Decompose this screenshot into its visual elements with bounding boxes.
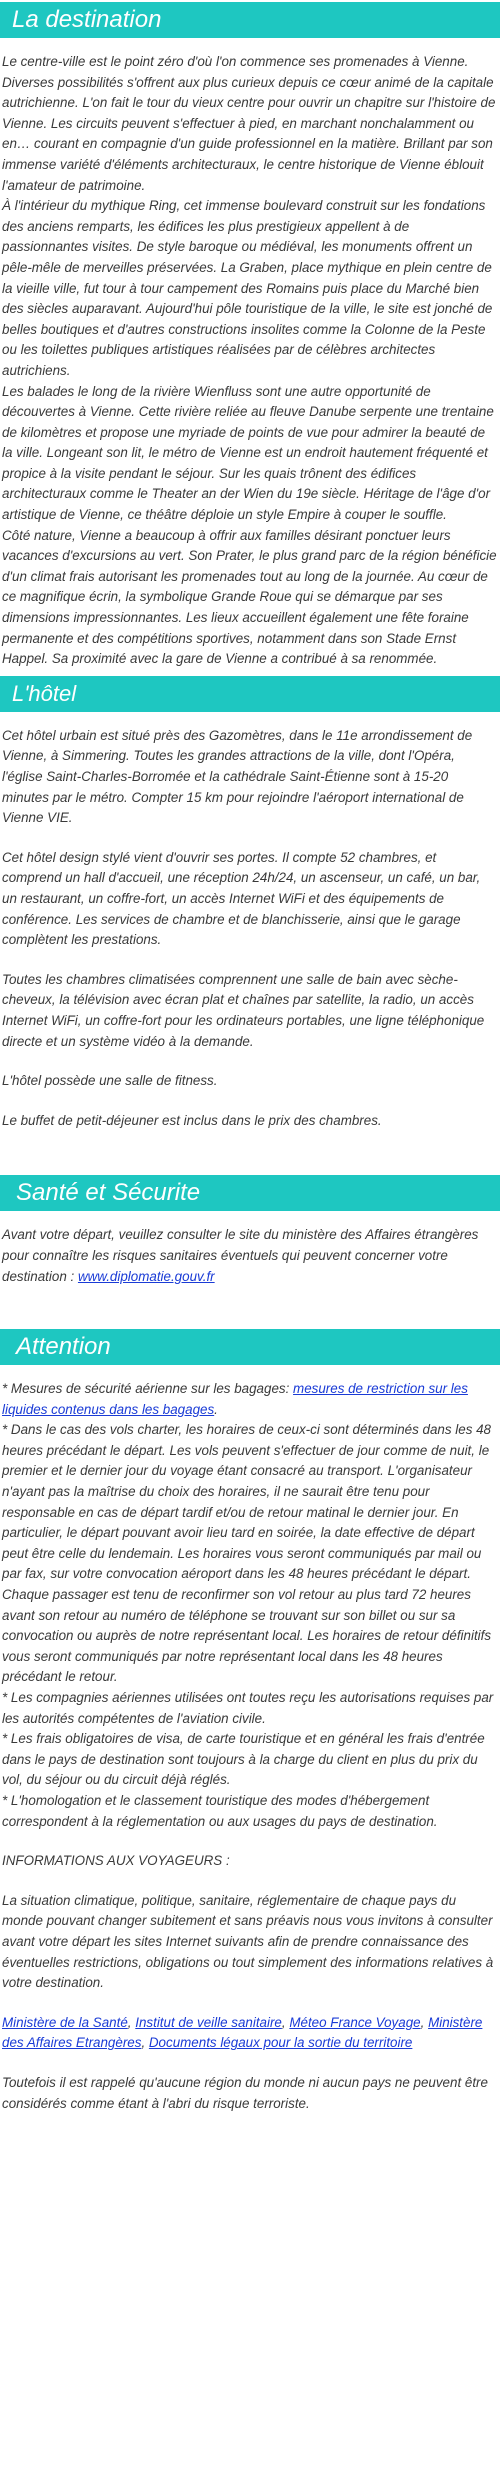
sante-text: Avant votre départ, veuillez consulter le site du ministère des Affaires étrangères pour connaître les risques sanitaires éventuels qui peuvent concerner votre destination : [2, 1227, 479, 1284]
destination-paragraph: Côté nature, Vienne a beaucoup à offrir aux familles désirant ponctuer leurs vacances d'excursions au vert. Son Prater, le plus grand parc de la région bénéficie d'un climat frais autorisant les promenades tout au long de la journée. Au cœur de ce magnifique écrin, la symbolique Grande Roue qui se démarque par ses dimensions impressionnantes. Les lieux accueillent également une fête foraine permanente et des compétitions sportives, notamment dans son Stade Ernst Happel. Sa proximité avec la gare de Vienne a contribué à sa renommée. [2, 527, 497, 667]
link-ministere-sante[interactable]: Ministère de la Santé [2, 2014, 128, 2030]
attention-item: * Les frais obligatoires de visa, de carte touristique et en général les frais d'entrée dans le pays de destination sont toujours à la charge du client en plus du prix du vol, du séjour ou du circuit déjà réglés. [2, 1731, 485, 1788]
info-links [0, 2013, 500, 2054]
hotel-text [0, 726, 500, 1132]
destination-paragraph: Les balades le long de la rivière Wienfluss sont une autre opportunité de découvertes à Vienne. Cette rivière reliée au fleuve Danube serpente une trentaine de kilomètres et propose une myriade de points de vue pour admirer la beauté de la ville. Longeant son lit, le métro de Vienne est un endroit hautement fréquenté et propice à la visite pendant le séjour. Sur les quais trônent des édifices architecturaux comme le Theater an der Wien du 19e siècle. Héritage de l'âge d'or artistique de Vienne, ce théâtre déploie un style Empire à couper le souffle. [2, 383, 494, 523]
destination-paragraph: À l'intérieur du mythique Ring, cet immense boulevard construit sur les fondations des anciens remparts, les édifices les plus prestigieux appellent à de passionnantes visites. De style baroque ou médiéval, les monuments offrent un pêle-mêle de merveilles préservées. La Graben, place mythique en plein centre de la vieille ville, fut tour à tour campement des Romains puis place du Marché bien des siècles auparavant. Aujourd'hui pôle touristique de la ville, le site est jonché de belles boutiques et d'autres constructions insolites comme la Colonne de la Peste ou les toilettes publiques artistiques réalisées par de célèbres architectes autrichiens. [2, 198, 493, 378]
hotel-paragraph: L'hôtel possède une salle de fitness. [2, 1073, 218, 1089]
sante-paragraph [0, 1225, 500, 1287]
link-veille-sanitaire[interactable]: Institut de veille sanitaire [135, 2014, 282, 2030]
link-separator: , [127, 2014, 136, 2030]
info-voyageurs-paragraph: La situation climatique, politique, sanitaire, réglementaire de chaque pays du monde pouvant changer subitement et sans préavis nous vous invitons à consulter avant votre départ les sites Internet suivants afin de prendre connaissance des éventuelles restrictions, obligations ou tout simplement des informations relatives à votre destination. [2, 1892, 494, 1991]
attention-item: * Les compagnies aériennes utilisées ont toutes reçu les autorisations requises par les autorités compétentes de l'aviation civile. [2, 1690, 494, 1726]
attention-item-text: * Mesures de sécurité aérienne sur les bagages: [2, 1381, 294, 1397]
diplomatie-link[interactable]: www.diplomatie.gouv.fr [77, 1268, 215, 1284]
attention-item: * Dans le cas des vols charter, les horaires de ceux-ci sont déterminés dans les 48 heures précédant le départ. Les vols peuvent s'effectuer de jour comme de nuit, le premier et le dernier jour du voyage étant consacré au transport. L'organisateur n'ayant pas la maîtrise du choix des horaires, il ne saurait être tenu pour responsable en cas de départ tardif et/ou de retour matinal le dernier jour. En particulier, le départ pouvant avoir lieu tard en soirée, la date effective de départ peut être celle du lendemain. Les horaires vous seront communiqués par mail ou par fax, sur votre convocation aéroport dans les 48 heures précédant le départ. Chaque passager est tenu de reconfirmer son vol retour au plus tard 72 heures avant son retour au numéro de téléphone se trouvant sur son billet ou sur sa convocation ou auprès de notre représentant local. Les horaires de retour définitifs vous seront communiqués par notre représentant local dans les 48 heures précédant le retour. [2, 1422, 492, 1685]
link-separator: , [141, 2035, 149, 2051]
attention-item-text: . [214, 1401, 218, 1417]
liquids-restriction-link[interactable]: mesures de restriction sur les liquides contenus dans les bagages [2, 1381, 468, 1417]
terrorism-notice: Toutefois il est rappelé qu'aucune région du monde ni aucun pays ne peuvent être considérés comme étant à l'abri du risque terroriste. [2, 2074, 488, 2111]
section-title-sante: Santé et Sécurite [0, 1175, 500, 1211]
link-meteo-france[interactable]: Méteo France Voyage [289, 2014, 421, 2030]
hotel-paragraph: Cet hôtel design stylé vient d'ouvrir ses portes. Il compte 52 chambres, et comprend un hall d'accueil, une réception 24h/24, un ascenseur, un café, un bar, un restaurant, un coffre-fort, un accès Internet WiFi et des équipements de conférence. Les services de chambre et de blanchisserie, ainsi que le garage complètent les prestations. [2, 849, 481, 948]
attention-text [0, 1379, 500, 2114]
info-voyageurs-heading: INFORMATIONS AUX VOYAGEURS : [2, 1853, 230, 1869]
attention-item [0, 1379, 500, 1420]
link-affaires-etrangeres[interactable]: Ministère des Affaires Etrangères [2, 2014, 483, 2051]
destination-text [0, 52, 500, 670]
link-separator: , [420, 2014, 429, 2030]
link-separator: , [281, 2014, 290, 2030]
link-documents-legaux[interactable]: Documents légaux pour la sortie du territoire [148, 2035, 413, 2051]
section-title-hotel: L'hôtel [0, 676, 500, 712]
section-title-attention: Attention [0, 1329, 500, 1365]
attention-item: * L'homologation et le classement touristique des modes d'hébergement correspondent à la réglementation ou aux usages du pays de destination. [2, 1792, 438, 1829]
hotel-paragraph: Toutes les chambres climatisées comprennent une salle de bain avec sèche-cheveux, la télévision avec écran plat et chaînes par satellite, la radio, un accès Internet WiFi, un coffre-fort pour les ordinateurs portables, une ligne téléphonique directe et un système vidéo à la demande. [2, 971, 485, 1049]
section-title-destination: La destination [0, 2, 500, 38]
hotel-paragraph: Le buffet de petit-déjeuner est inclus dans le prix des chambres. [2, 1112, 382, 1128]
hotel-paragraph: Cet hôtel urbain est situé près des Gazomètres, dans le 11e arrondissement de Vienne, à Simmering. Toutes les grandes attractions de la ville, dont l'Opéra, l'église Saint-Charles-Borromée et la cathédrale Saint-Étienne sont à 15-20 minutes par le métro. Compter 15 km pour rejoindre l'aéroport international de Vienne VIE. [2, 727, 473, 826]
destination-paragraph: Le centre-ville est le point zéro d'où l'on commence ses promenades à Vienne. Diverses possibilités s'offrent aux plus curieux depuis ce cœur animé de la capitale autrichienne. L'on fait le tour du vieux centre pour ouvrir un chapitre sur l'histoire de Vienne. Les circuits peuvent s'effectuer à pied, en marchant nonchalamment ou en… courant en compagnie d'un guide professionnel en la matière. Brillant par son immense variété d'éléments architecturaux, le centre historique de Vienne éblouit l'amateur de patrimoine. [2, 54, 496, 193]
